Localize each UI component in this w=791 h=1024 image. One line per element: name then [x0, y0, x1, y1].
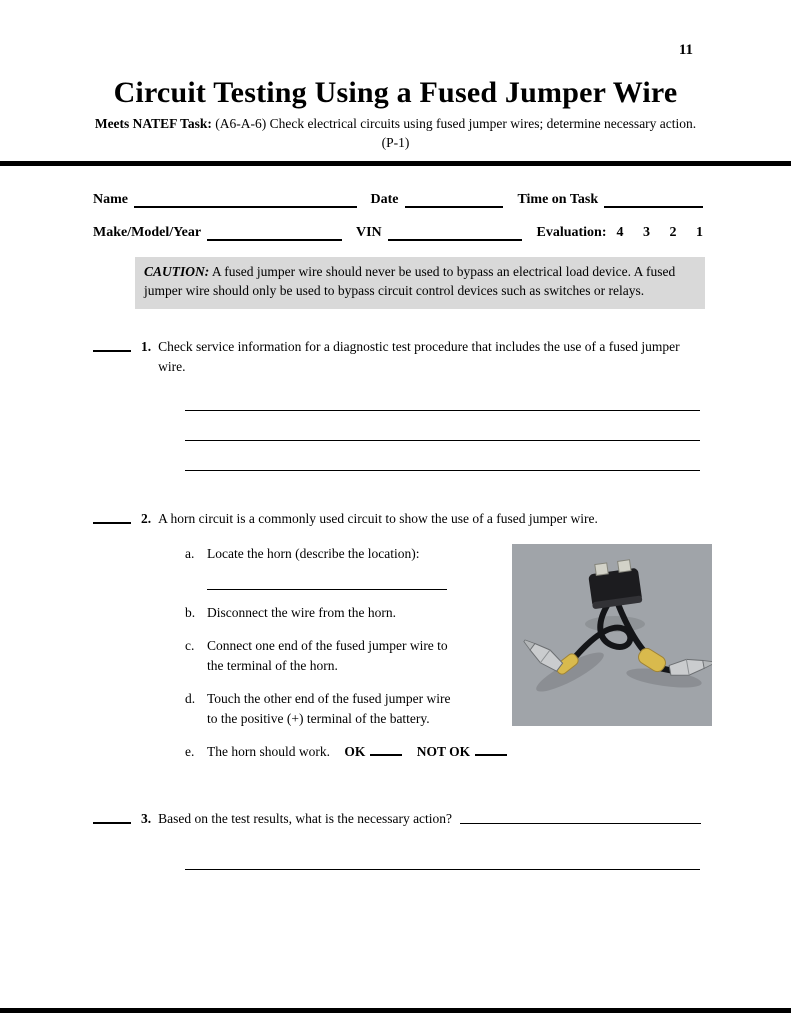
make-model-year-blank: [207, 226, 342, 241]
name-label: Name: [93, 191, 128, 207]
task-3-number: 3.: [141, 811, 152, 827]
task-item-2: [93, 509, 701, 529]
not-ok-label: NOT OK: [416, 744, 471, 760]
evaluation-label: Evaluation:: [536, 224, 607, 240]
task-3-text: Based on the test results, what is the necessary action?: [158, 811, 453, 827]
task-2-number: 2.: [141, 510, 152, 526]
substep-a-letter: a.: [185, 546, 195, 562]
substep-d: [185, 689, 512, 729]
task-2-detail-area: [185, 544, 791, 775]
substep-c-text: Connect one end of the fused jumper wire to the terminal of the horn.: [207, 638, 448, 674]
answer-line-3: [185, 441, 700, 471]
substep-b-text: Disconnect the wire from the horn.: [207, 605, 396, 621]
natef-task-line: [90, 115, 702, 153]
fused-jumper-wire-photo: [512, 544, 712, 726]
page-title: Circuit Testing Using a Fused Jumper Wire: [113, 76, 678, 109]
time-on-task-blank: [604, 193, 703, 208]
necessary-action-line-2: [185, 857, 700, 870]
vehicle-row: [93, 225, 703, 241]
substep-d-letter: d.: [185, 691, 196, 707]
natef-task-text: (A6-A-6) Check electrical circuits using fused jumper wires; determine necessary action. (P-1): [215, 116, 697, 150]
task-2-text: A horn circuit is a commonly used circuit to show the use of a fused jumper wire.: [158, 510, 598, 526]
substep-a: [185, 544, 512, 564]
substep-e-text: [207, 742, 507, 762]
substep-c-letter: c.: [185, 638, 195, 654]
horn-location-blank: [207, 577, 447, 590]
task-1-number: 1.: [141, 338, 152, 354]
name-date-row: [93, 192, 703, 208]
evaluation-scale: 4 3 2 1: [616, 224, 703, 240]
not-ok-blank: [475, 744, 507, 756]
substep-c: [185, 636, 512, 676]
caution-box: [135, 257, 705, 309]
substep-e-letter: e.: [185, 744, 195, 760]
task-2-checkoff-blank: [93, 509, 131, 524]
necessary-action-blank: [460, 809, 701, 824]
top-divider: [0, 161, 791, 166]
substep-a-text: Locate the horn (describe the location):: [207, 546, 420, 562]
bottom-divider: [0, 1008, 791, 1013]
ok-label: OK: [344, 744, 366, 760]
date-blank: [405, 193, 504, 208]
substep-e: [185, 742, 512, 762]
substep-d-text: Touch the other end of the fused jumper wire to the positive (+) terminal of the battery.: [207, 691, 451, 727]
caution-text: A fused jumper wire should never be used to bypass an electrical load device. A fused jumper wire should only be used to bypass circuit control devices such as switches or relays.: [144, 263, 676, 298]
caution-label: CAUTION:: [144, 263, 210, 279]
time-on-task-label: Time on Task: [517, 191, 599, 207]
natef-task-label: Meets NATEF Task:: [94, 116, 212, 131]
vin-blank: [388, 226, 523, 241]
horn-should-work-text: The horn should work.: [207, 744, 330, 760]
task-item-1: [93, 337, 701, 377]
task-1-checkoff-blank: [93, 337, 131, 352]
name-blank: [134, 193, 357, 208]
task-item-3: [93, 809, 701, 829]
answer-line-2: [185, 411, 700, 441]
date-label: Date: [370, 191, 399, 207]
task-1-answer-lines: [185, 381, 700, 471]
substep-b: [185, 603, 512, 623]
task-1-text: Check service information for a diagnostic test procedure that includes the use of a fused jumper wire.: [158, 338, 680, 374]
task-3-checkoff-blank: [93, 809, 131, 824]
substep-b-letter: b.: [185, 605, 196, 621]
vin-label: VIN: [355, 224, 382, 240]
task-2-substeps: [185, 544, 512, 775]
ok-blank: [370, 744, 402, 756]
make-model-year-label: Make/Model/Year: [93, 224, 202, 240]
page-number: 11: [678, 42, 693, 58]
answer-line-1: [185, 381, 700, 411]
